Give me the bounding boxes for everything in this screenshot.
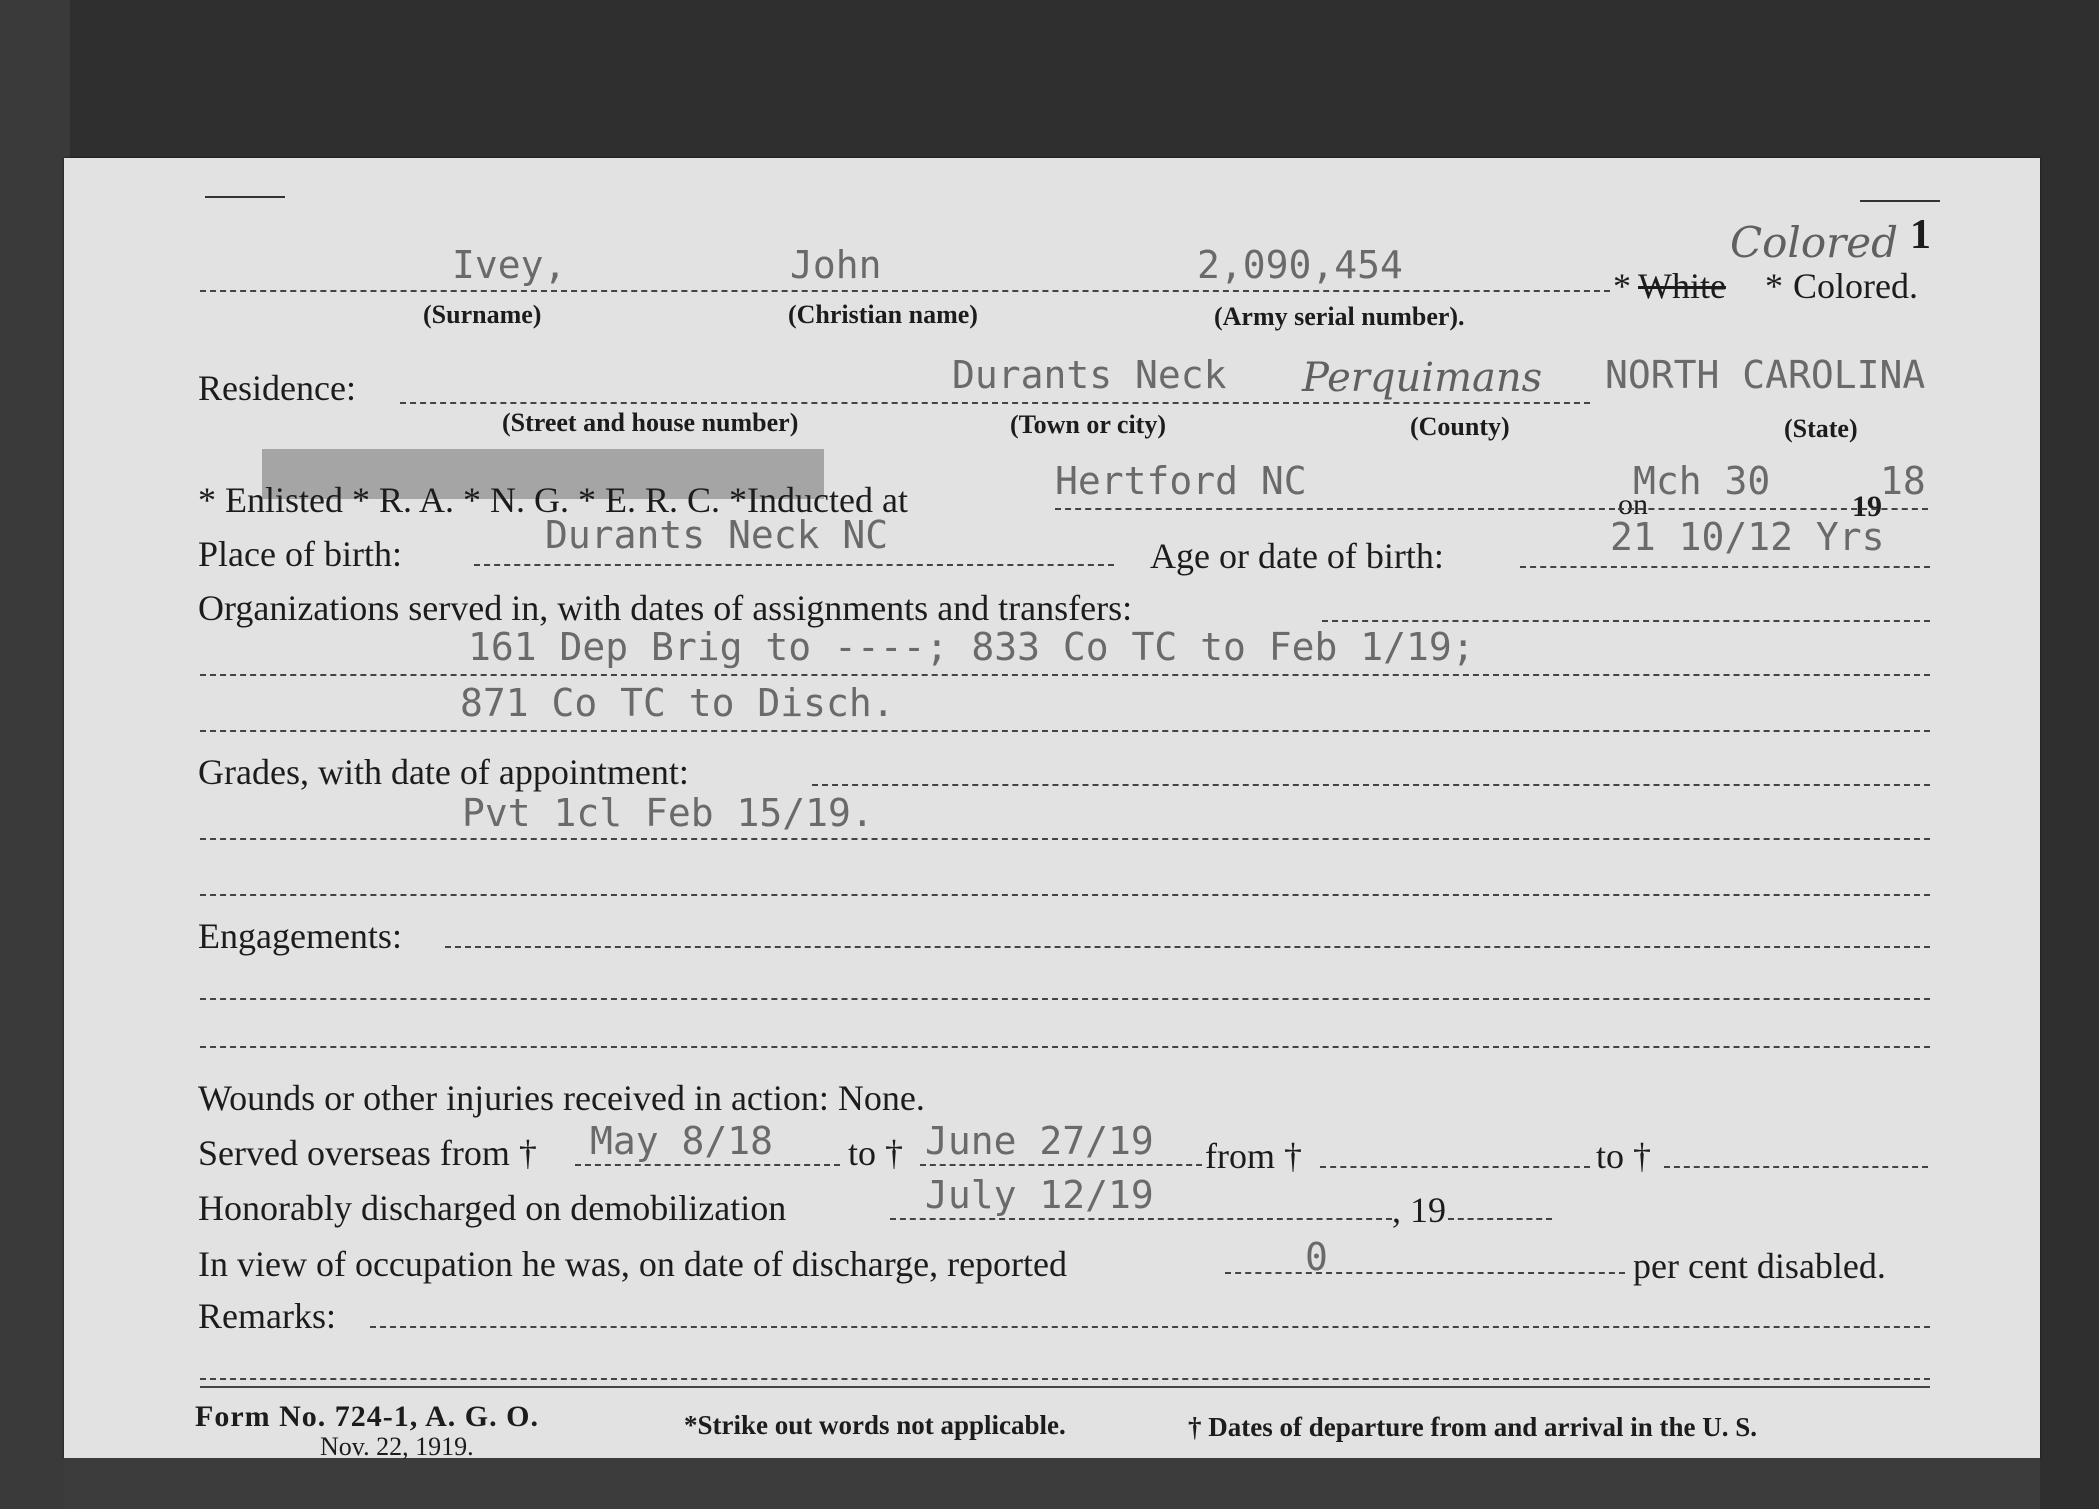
overseas-to2-label: to † [1596,1136,1652,1176]
form-date: Nov. 22, 1919. [320,1432,474,1461]
engagements-line-0 [445,946,1930,948]
engagements-label: Engagements: [198,916,402,956]
overseas-to-line [920,1164,1202,1166]
form-number: Form No. 724-1, A. G. O. [195,1400,539,1433]
town-value: Durants Neck [952,353,1227,397]
grades-label: Grades, with date of appointment: [198,752,689,792]
town-caption: (Town or city) [1010,410,1166,439]
overseas-to-value: June 27/19 [925,1119,1154,1163]
race-star-2: * [1765,266,1783,306]
surname-caption: (Surname) [423,300,542,329]
corner-rule-right [1860,200,1940,202]
organizations-value-2: 871 Co TC to Disch. [460,681,895,725]
discharged-year-label: , 19 [1392,1190,1446,1230]
remarks-line-1 [200,1378,1930,1380]
inducted-at-value: Hertford NC [1055,459,1307,503]
name-line [200,290,1610,292]
induction-year-value: 18 [1880,459,1926,503]
age-label: Age or date of birth: [1150,536,1444,576]
organizations-value-1: 161 Dep Brig to ----; 833 Co TC to Feb 1/19; [468,625,1475,669]
discharge-date-line [890,1218,1392,1220]
on-label: on [1618,488,1648,521]
enlistment-type-label: * Enlisted * R. A. * N. G. * E. R. C. *Inducted at [198,480,908,520]
age-line [1520,566,1930,568]
overseas-from-value: May 8/18 [590,1119,774,1163]
county-value: Perquimans [1302,355,1543,401]
birthplace-value: Durants Neck NC [545,513,889,557]
induction-year-prefix: 19 [1852,490,1882,523]
overseas-from2-line [1320,1166,1590,1168]
race-handwritten: Colored [1730,218,1898,267]
discharged-label: Honorably discharged on demobilization [198,1188,787,1228]
county-caption: (County) [1410,412,1510,441]
organizations-line-2 [200,730,1930,732]
grades-line-2 [200,894,1930,896]
race-colored: Colored. [1793,266,1918,306]
state-value: NORTH CAROLINA [1605,353,1926,397]
grades-line-0 [812,784,1930,786]
footnote-strike: *Strike out words not applicable. [684,1410,1066,1440]
disabled-percent-line [1225,1272,1625,1274]
residence-line [400,402,1590,404]
remarks-label: Remarks: [198,1296,336,1336]
scanner-edge-left [0,0,70,1509]
engagements-line-1 [200,998,1930,1000]
state-caption: (State) [1784,414,1858,443]
disabled-percent-value: 0 [1305,1235,1328,1279]
street-caption: (Street and house number) [502,408,799,437]
age-value: 21 10/12 Yrs [1610,515,1885,559]
race-white: White [1638,266,1726,306]
overseas-to2-line [1664,1166,1928,1168]
serial-number-caption: (Army serial number). [1214,302,1465,331]
remarks-line-0 [370,1326,1930,1328]
overseas-from-label: Served overseas from † [198,1133,537,1173]
footnote-dates: † Dates of departure from and arrival in the U. S. [1188,1412,1757,1442]
overseas-from-line [575,1164,840,1166]
surname-value: Ivey, [452,243,567,287]
organizations-line-1 [200,674,1930,676]
corner-rule [205,196,285,198]
birthplace-line [474,564,1114,566]
card-number: 1 [1910,212,1931,258]
remarks-line-2 [200,1386,1930,1388]
residence-label: Residence: [198,368,356,408]
organizations-line-0 [1322,620,1930,622]
discharge-date-value: July 12/19 [925,1173,1154,1217]
serial-number-value: 2,090,454 [1197,243,1403,287]
overseas-from2-label: from † [1205,1136,1302,1176]
occupation-label: In view of occupation he was, on date of discharge, reported [198,1244,1068,1284]
christian-name-caption: (Christian name) [788,300,978,329]
induction-date-line [1618,508,1928,510]
disabled-label: per cent disabled. [1633,1246,1886,1286]
induction-date-value: Mch 30 [1633,459,1771,503]
discharged-year-line [1448,1218,1552,1220]
inducted-line [1055,508,1615,510]
scanner-edge-bottom [64,1458,2040,1509]
grades-value-1: Pvt 1cl Feb 15/19. [462,791,874,835]
race-star-1: * [1613,266,1631,306]
grades-line-1 [200,838,1930,840]
wounds-label: Wounds or other injuries received in action: None. [198,1078,925,1118]
birthplace-label: Place of birth: [198,534,402,574]
organizations-label: Organizations served in, with dates of assignments and transfers: [198,588,1133,628]
engagements-line-2 [200,1046,1930,1048]
christian-name-value: John [790,243,882,287]
overseas-to-label: to † [848,1133,904,1173]
